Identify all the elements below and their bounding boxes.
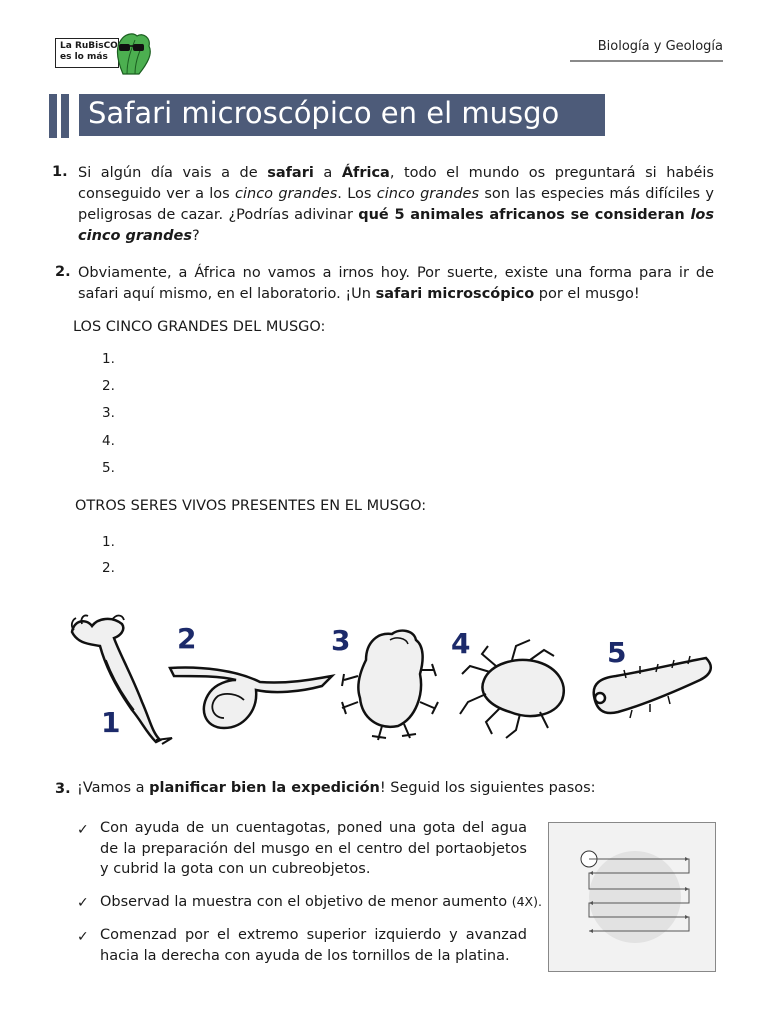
list-2-item: 1.: [102, 534, 115, 550]
question-3-text: ¡Vamos a planificar bien la expedición! Seguid los siguientes pasos:: [77, 780, 596, 796]
figure-number-3: 3: [331, 624, 351, 657]
logo-line-2: es lo más: [60, 52, 108, 62]
figure-number-1: 1: [101, 706, 121, 739]
list-2-title: OTROS SERES VIVOS PRESENTES EN EL MUSGO:: [75, 498, 427, 514]
lettuce-mascot-icon: [113, 30, 153, 76]
check-icon: ✓: [77, 895, 89, 911]
header-divider: [570, 60, 723, 62]
list-1-title: LOS CINCO GRANDES DEL MUSGO:: [73, 319, 326, 335]
microorganisms-illustration: [60, 610, 720, 750]
list-1-item: 1.: [102, 351, 115, 367]
mite-drawing: [460, 640, 564, 738]
list-1-item: 5.: [102, 460, 115, 476]
scan-path-graphic: [549, 823, 715, 971]
logo-frame: [55, 38, 119, 68]
question-1-number: 1.: [52, 164, 68, 180]
rotifer-drawing: [72, 615, 172, 744]
logo-line-1: La RuBisCO: [60, 41, 118, 51]
list-1-item: 4.: [102, 433, 115, 449]
nematode-drawing: [170, 668, 332, 728]
subject-label: Biología y Geología: [597, 39, 723, 54]
list-1-item: 3.: [102, 405, 115, 421]
logo: [55, 30, 155, 76]
figure-number-5: 5: [607, 636, 627, 669]
question-3-number: 3.: [55, 781, 71, 797]
step-1-text: Con ayuda de un cuentagotas, poned una gota del agua de la preparación del musgo en el centro del portaobjetos y cubrid la gota con un cubreobjetos.: [100, 820, 527, 877]
question-2-number: 2.: [55, 264, 71, 280]
check-icon: ✓: [77, 929, 89, 945]
page-title: Safari microscópico en el musgo: [88, 96, 560, 130]
logo-text: [60, 41, 118, 63]
figure-number-4: 4: [451, 627, 471, 660]
list-1-item: 2.: [102, 378, 115, 394]
figure-number-2: 2: [177, 622, 197, 655]
list-2-item: 2.: [102, 560, 115, 576]
title-decoration: [49, 94, 73, 138]
check-icon: ✓: [77, 822, 89, 838]
title-banner: [79, 94, 605, 136]
tardigrade-drawing: [342, 631, 438, 740]
question-1-text: Si algún día vais a de safari a África, todo el mundo os preguntará si habéis conseguido ver a los cinco grandes. Los cinco grandes son las especies más difíciles y peligrosas de cazar. ¿Podrías adivinar qué 5 animales africanos se consideran los cinco grandes?: [78, 165, 714, 244]
question-2-text: Obviamente, a África no vamos a irnos hoy. Por suerte, existe una forma para ir de safari aquí mismo, en el laboratorio. ¡Un safari microscópico por el musgo!: [78, 265, 714, 302]
step-2-text: Observad la muestra con el objetivo de menor aumento (4X).: [100, 894, 542, 910]
step-3-text: Comenzad por el extremo superior izquierdo y avanzad hacia la derecha con ayuda de los tornillos de la platina.: [100, 927, 527, 964]
slide-scanning-diagram: [548, 822, 716, 972]
